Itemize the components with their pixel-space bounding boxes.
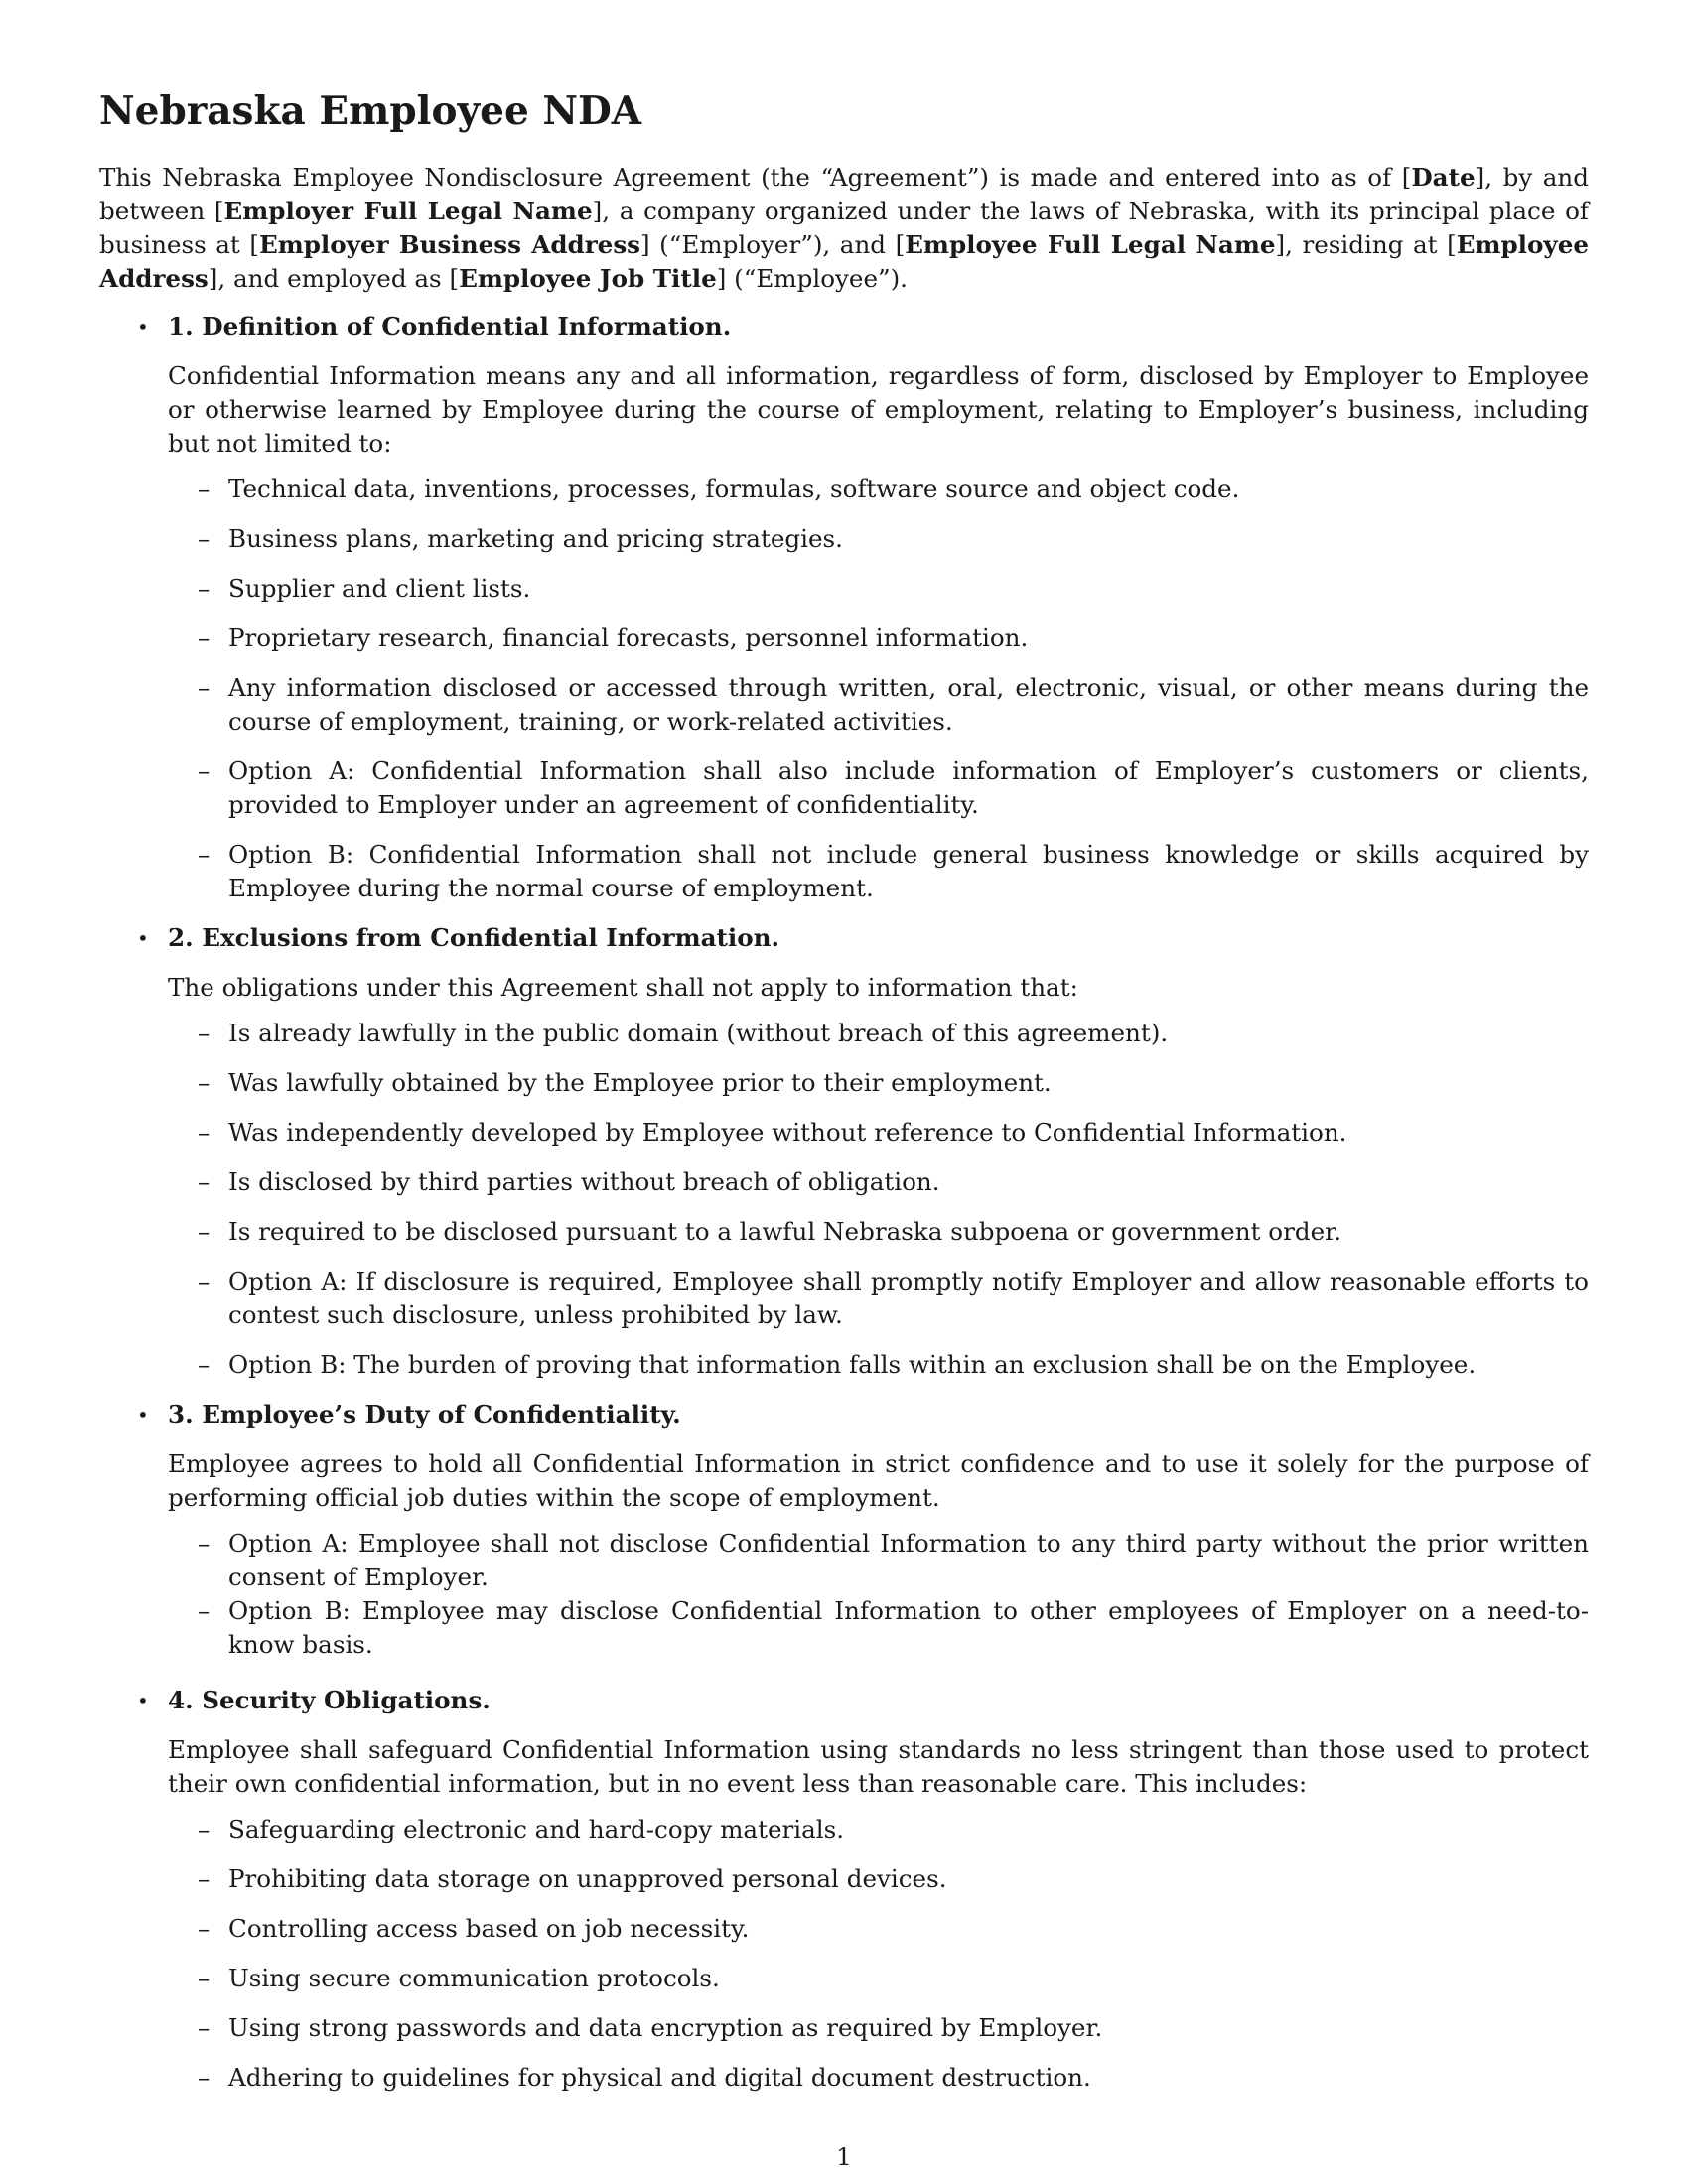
section-body: Employee shall safeguard Confidential Information using standards no less stringent than those used to protect their own confidential information, but in no event less than reasonable care. This includes:	[168, 1735, 1589, 1798]
list-item	[168, 1813, 1589, 1846]
dash-icon: –	[198, 2013, 211, 2042]
bullet-icon: •	[137, 926, 149, 950]
dash-icon: –	[198, 673, 211, 702]
list-item	[168, 1348, 1589, 1382]
list-item-text: Adhering to guidelines for physical and digital document destruction.	[228, 2063, 1091, 2092]
list-item-text: Is disclosed by third parties without breach of obligation.	[228, 1167, 940, 1196]
list-item	[168, 1862, 1589, 1896]
list-item-text: Was independently developed by Employee without reference to Confidential Information.	[228, 1118, 1347, 1147]
section-1	[99, 310, 1589, 905]
list-item	[168, 2061, 1589, 2095]
intro-text: ], a company organized under the laws of Nebraska, with its principal place of business at [	[99, 197, 1590, 259]
dash-icon: –	[198, 524, 211, 553]
list-item	[168, 1265, 1589, 1332]
list-item	[168, 1594, 1589, 1662]
section-4	[99, 1684, 1589, 2095]
list-item	[168, 1017, 1589, 1050]
section-title: 3. Employee’s Duty of Confidentiality.	[168, 1400, 681, 1429]
dash-icon: –	[198, 1350, 211, 1379]
dash-icon: –	[198, 756, 211, 785]
list-item-text: Option B: The burden of proving that information falls within an exclusion shall be on the Employee.	[228, 1350, 1477, 1379]
dash-icon: –	[198, 1167, 211, 1196]
list-item-text: Prohibiting data storage on unapproved personal devices.	[228, 1864, 947, 1893]
dash-icon: –	[198, 475, 211, 503]
document-page	[99, 87, 1589, 2111]
list-item-text: Proprietary research, financial forecasts, personnel information.	[228, 623, 1029, 652]
section-2	[99, 921, 1589, 1382]
intro-text: ], by and between [	[99, 163, 1589, 225]
document-title: Nebraska Employee NDA	[99, 88, 642, 134]
list-item	[168, 1962, 1589, 1995]
list-item	[168, 1215, 1589, 1249]
placeholder-field: Employer Full Legal Name	[223, 197, 593, 225]
section-items	[168, 1527, 1589, 1662]
section-body: The obligations under this Agreement shall not apply to information that:	[168, 973, 1078, 1002]
placeholder-field: Date	[1411, 163, 1476, 192]
section-items	[168, 473, 1589, 905]
dash-icon: –	[198, 1019, 211, 1047]
list-item	[168, 1116, 1589, 1150]
intro-text: ] (“Employee”).	[716, 264, 908, 293]
dash-icon: –	[198, 2063, 211, 2092]
placeholder-field: Employee Job Title	[459, 264, 717, 293]
section-body: Employee agrees to hold all Confidential Information in strict confidence and to use it solely for the purpose of performing official job duties within the scope of employment.	[168, 1449, 1589, 1512]
page-number: 1	[836, 2142, 852, 2171]
placeholder-field: Employee Address	[99, 230, 1589, 293]
list-item	[168, 1066, 1589, 1100]
bullet-icon: •	[137, 1403, 149, 1427]
dash-icon: –	[198, 1267, 211, 1296]
dash-icon: –	[198, 1864, 211, 1893]
list-item	[168, 621, 1589, 655]
dash-icon: –	[198, 1815, 211, 1843]
list-item-text: Is already lawfully in the public domain (without breach of this agreement).	[228, 1019, 1169, 1047]
list-item	[168, 473, 1589, 506]
dash-icon: –	[198, 1217, 211, 1246]
bullet-icon: •	[137, 1689, 149, 1712]
list-item-text: Safeguarding electronic and hard-copy materials.	[228, 1815, 845, 1843]
intro-text: ] (“Employer”), and [	[640, 230, 906, 259]
section-items	[168, 1813, 1589, 2095]
list-item-text: Option A: Confidential Information shall also include information of Employer’s customers or clients, provided to Employer under an agreement of confidentiality.	[228, 756, 1589, 819]
list-item-text: Option B: Employee may disclose Confidential Information to other employees of Employer on a need-to-know basis.	[228, 1596, 1589, 1659]
section-body: Confidential Information means any and all information, regardless of form, disclosed by Employer to Employee or otherwise learned by Employee during the course of employment, relating to Employer’s business, including but not limited to:	[168, 361, 1589, 458]
section-items	[168, 1017, 1589, 1382]
section-list	[99, 310, 1589, 2095]
intro-text: This Nebraska Employee Nondisclosure Agreement (the “Agreement”) is made and entered into as of [	[99, 163, 1412, 192]
list-item	[168, 838, 1589, 905]
list-item-text: Technical data, inventions, processes, formulas, software source and object code.	[228, 475, 1240, 503]
dash-icon: –	[198, 1529, 211, 1558]
list-item-text: Is required to be disclosed pursuant to a lawful Nebraska subpoena or government order.	[228, 1217, 1342, 1246]
list-item-text: Supplier and client lists.	[228, 574, 531, 603]
section-title: 4. Security Obligations.	[168, 1686, 491, 1714]
dash-icon: –	[198, 1118, 211, 1147]
list-item	[168, 1165, 1589, 1199]
list-item-text: Option A: Employee shall not disclose Confidential Information to any third party without the prior written consent of Employer.	[228, 1529, 1589, 1591]
section-3	[99, 1398, 1589, 1662]
list-item	[168, 522, 1589, 556]
list-item-text: Option A: If disclosure is required, Employee shall promptly notify Employer and allow reasonable efforts to contest such disclosure, unless prohibited by law.	[228, 1267, 1589, 1329]
placeholder-field: Employer Business Address	[258, 230, 641, 259]
section-title: 2. Exclusions from Confidential Information.	[168, 923, 780, 952]
list-item	[168, 671, 1589, 739]
intro-paragraph	[99, 161, 1589, 296]
list-item	[168, 754, 1589, 822]
dash-icon: –	[198, 840, 211, 869]
dash-icon: –	[198, 1914, 211, 1943]
list-item	[168, 1527, 1589, 1594]
placeholder-field: Employee Full Legal Name	[905, 230, 1276, 259]
section-title: 1. Definition of Confidential Information.	[168, 312, 732, 341]
bullet-icon: •	[137, 315, 149, 339]
list-item-text: Using strong passwords and data encryption as required by Employer.	[228, 2013, 1103, 2042]
list-item-text: Using secure communication protocols.	[228, 1964, 720, 1992]
dash-icon: –	[198, 1964, 211, 1992]
list-item-text: Option B: Confidential Information shall not include general business knowledge or skills acquired by Employee during the normal course of employment.	[228, 840, 1589, 902]
dash-icon: –	[198, 1068, 211, 1097]
dash-icon: –	[198, 574, 211, 603]
list-item	[168, 2011, 1589, 2045]
intro-text: ], residing at [	[1275, 230, 1457, 259]
list-item-text: Any information disclosed or accessed through written, oral, electronic, visual, or other means during the course of employment, training, or work-related activities.	[228, 673, 1589, 736]
intro-text: ], and employed as [	[208, 264, 460, 293]
list-item	[168, 1912, 1589, 1946]
dash-icon: –	[198, 1596, 211, 1625]
list-item-text: Business plans, marketing and pricing strategies.	[228, 524, 843, 553]
list-item-text: Controlling access based on job necessity.	[228, 1914, 750, 1943]
list-item	[168, 572, 1589, 606]
list-item-text: Was lawfully obtained by the Employee prior to their employment.	[228, 1068, 1052, 1097]
dash-icon: –	[198, 623, 211, 652]
